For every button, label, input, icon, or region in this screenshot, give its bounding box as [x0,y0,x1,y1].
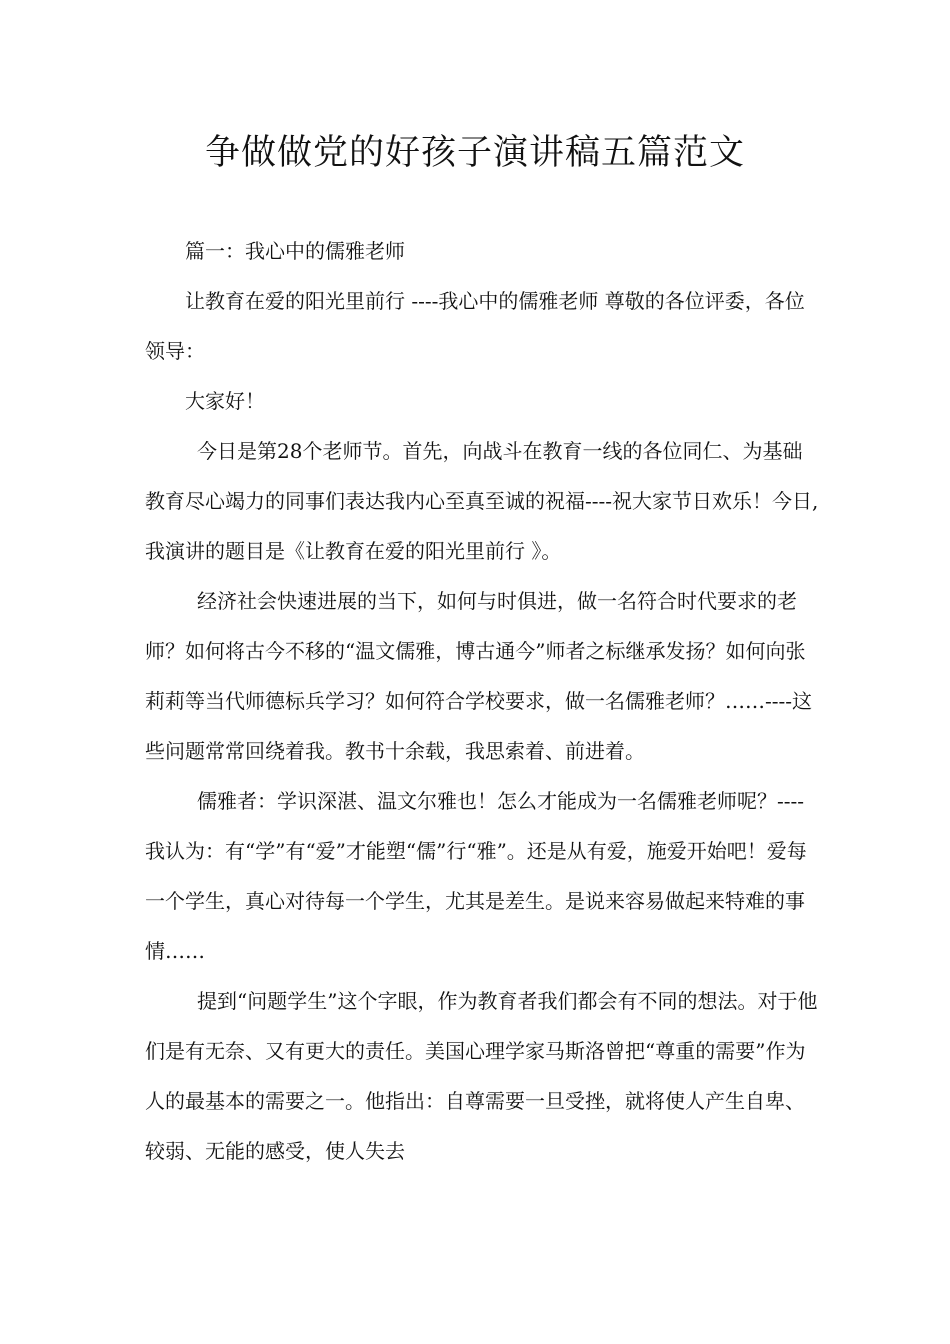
paragraph-section-heading: 篇一：我心中的儒雅老师 [185,239,405,263]
paragraph-hello: 大家好！ [185,389,265,413]
paragraph-problem-students: 提到“问题学生”这个字眼，作为教育者我们都会有不同的想法。对于他们是有无奈、又有更大的责任。美国心理学家马斯洛曾把“尊重的需要”作为人的最基本的需要之一。他指出：自尊需要一旦受挫，就将使人产生自卑、较弱、无能的感受，使人失去 [145,989,818,1163]
document-body [145,226,820,1176]
paragraph-greeting-line: 让教育在爱的阳光里前行 ----我心中的儒雅老师 尊敬的各位评委，各位领导： [145,289,805,363]
document-title: 争做做党的好孩子演讲稿五篇范文 [204,133,745,173]
paragraph-confucian: 儒雅者：学识深湛、温文尔雅也！怎么才能成为一名儒雅老师呢？----我认为：有“学”有“爱”才能塑“儒”行“雅”。还是从有爱，施爱开始吧！爱每一个学生，真心对待每一个学生，尤其是差生。是说来容易做起来特难的事情…… [145,789,807,963]
paragraph-questions: 经济社会快速进展的当下，如何与时俱进，做一名符合时代要求的老师？如何将古今不移的“温文儒雅，博古通今”师者之标继承发扬？如何向张莉莉等当代师德标兵学习？如何符合学校要求，做一名儒雅老师？……----这些问题常常回绕着我。教书十余载，我思索着、前进着。 [145,589,813,763]
paragraph-teachers-day: 今日是第28个老师节。首先，向战斗在教育一线的各位同仁、为基础教育尽心竭力的同事们表达我内心至真至诚的祝福----祝大家节日欢乐！今日,我演讲的题目是《让教育在爱的阳光里前行 》。 [145,439,819,563]
